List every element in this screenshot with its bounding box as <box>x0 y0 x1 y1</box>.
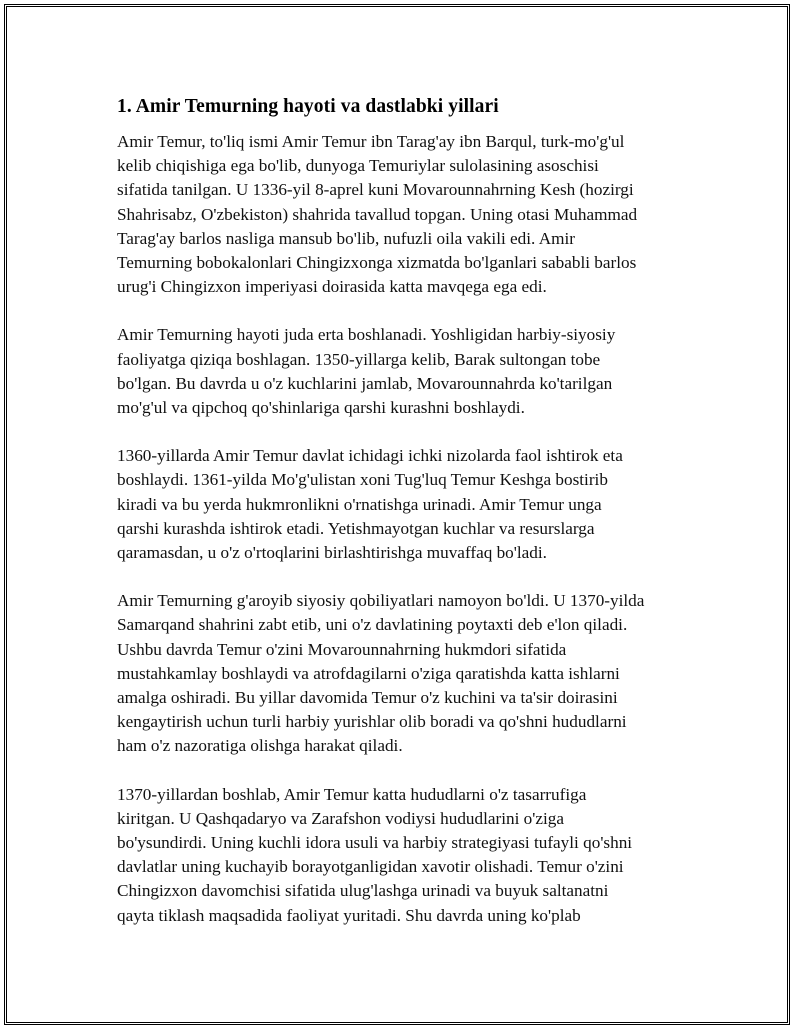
text-line: Chingizxon davomchisi sifatida ulug'lashga urinadi va buyuk saltanatni <box>117 881 609 901</box>
text-line: faoliyatga qiziqa boshlagan. 1350-yillarga kelib, Barak sultongan tobe <box>117 349 601 369</box>
text-line: qaramasdan, u o'z o'rtoqlarini birlashtirishga muvaffaq bo'ladi. <box>117 543 547 563</box>
text-line: bo'ysundirdi. Uning kuchli idora usuli va harbiy strategiyasi tufayli qo'shni <box>117 833 633 853</box>
text-line: bo'lgan. Bu davrda u o'z kuchlarini jamlab, Movarounnahrda ko'tarilgan <box>117 373 613 393</box>
text-line: Amir Temurning g'aroyib siyosiy qobiliyatlari namoyon bo'ldi. U 1370-yilda <box>117 591 645 611</box>
text-line: mustahkamlay boshlaydi va atrofdagilarni o'ziga qaratishda katta ishlarni <box>117 663 620 683</box>
text-line: Temurning bobokalonlari Chingizxonga xizmatda bo'lganlari sababli barlos <box>117 253 637 273</box>
text-line: 1370-yillardan boshlab, Amir Temur katta hududlarni o'z tasarrufiga <box>117 784 587 804</box>
text-line: amalga oshiradi. Bu yillar davomida Temur o'z kuchini va ta'sir doirasini <box>117 688 618 708</box>
paragraph-1 <box>117 130 717 299</box>
text-line: urug'i Chingizxon imperiyasi doirasida katta mavqega ega edi. <box>117 277 547 297</box>
paragraph-3 <box>117 444 717 565</box>
text-line: qarshi kurashda ishtirok etadi. Yetishmayotgan kuchlar va resurslarga <box>117 518 595 538</box>
text-line: qayta tiklash maqsadida faoliyat yuritadi. Shu davrda uning ko'plab <box>117 905 581 925</box>
text-line: kiradi va bu yerda hukmronlikni o'rnatishga urinadi. Amir Temur unga <box>117 494 602 514</box>
paragraph-5 <box>117 783 717 928</box>
text-line: boshlaydi. 1361-yilda Mo'g'ulistan xoni Tug'luq Temur Keshga bostirib <box>117 470 608 490</box>
text-line: Ushbu davrda Temur o'zini Movarounnahrning hukmdori sifatida <box>117 639 567 659</box>
text-line: mo'g'ul va qipchoq qo'shinlariga qarshi kurashni boshlaydi. <box>117 398 525 418</box>
text-line: kiritgan. U Qashqadaryo va Zarafshon vodiysi hududlarini o'ziga <box>117 808 564 828</box>
paragraph-4 <box>117 589 717 758</box>
document-body <box>117 94 717 952</box>
text-line: 1360-yillarda Amir Temur davlat ichidagi ichki nizolarda faol ishtirok eta <box>117 446 623 466</box>
text-line: ham o'z nazoratiga olishga harakat qiladi. <box>117 736 403 756</box>
text-line: kelib chiqishiga ega bo'lib, dunyoga Temuriylar sulolasining asoschisi <box>117 156 599 176</box>
text-line: Shahrisabz, O'zbekiston) shahrida tavallud topgan. Uning otasi Muhammad <box>117 204 638 224</box>
text-line: davlatlar uning kuchayib borayotganligidan xavotir olishadi. Temur o'zini <box>117 857 624 877</box>
text-line: Amir Temur, to'liq ismi Amir Temur ibn Tarag'ay ibn Barqul, turk-mo'g'ul <box>117 132 625 151</box>
text-line: sifatida tanilgan. U 1336-yil 8-aprel kuni Movarounnahrning Kesh (hozirgi <box>117 180 634 200</box>
text-line: Samarqand shahrini zabt etib, uni o'z davlatining poytaxti deb e'lon qiladi. <box>117 615 628 635</box>
paragraph-2 <box>117 323 717 420</box>
section-heading: 1. Amir Temurning hayoti va dastlabki yillari <box>117 96 499 117</box>
text-line: Tarag'ay barlos nasliga mansub bo'lib, nufuzli oila vakili edi. Amir <box>117 228 575 248</box>
text-line: Amir Temurning hayoti juda erta boshlanadi. Yoshligidan harbiy-siyosiy <box>117 325 616 345</box>
text-line: kengaytirish uchun turli harbiy yurishlar olib boradi va qo'shni hududlarni <box>117 712 627 732</box>
